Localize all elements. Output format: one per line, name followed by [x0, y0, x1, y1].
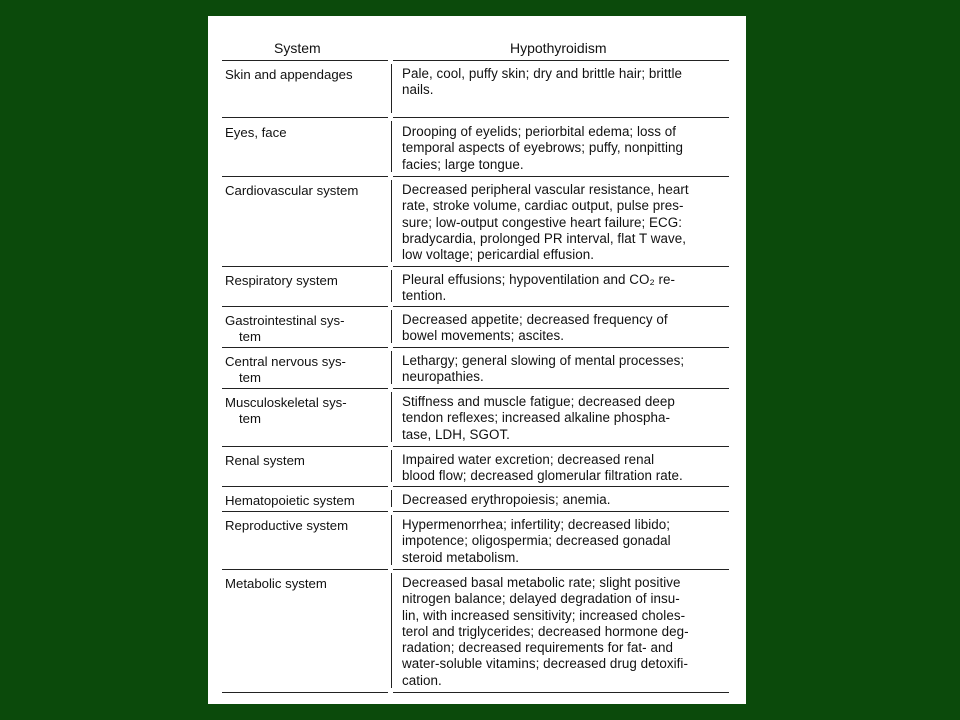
header-system: System: [274, 40, 321, 56]
description-line: impotence; oligospermia; decreased gonadal: [402, 533, 671, 549]
table-rule: [393, 117, 729, 118]
description-line: terol and triglycerides; decreased hormone deg-: [402, 623, 689, 639]
description-line: Hypermenorrhea; infertility; decreased libido;: [402, 517, 671, 532]
table-rule: [393, 388, 729, 389]
column-divider: [391, 180, 392, 262]
system-label-line: Reproductive system: [225, 518, 349, 533]
system-label-line: Respiratory system: [225, 273, 338, 288]
column-divider: [391, 310, 392, 343]
description-line: blood flow; decreased glomerular filtration rate.: [402, 468, 683, 484]
description-line: low voltage; pericardial effusion.: [402, 247, 595, 263]
header-hypothyroidism: Hypothyroidism: [510, 40, 607, 56]
table-rule: [393, 446, 729, 447]
table-rule: [393, 486, 729, 487]
system-label-line: Musculoskeletal sys-: [225, 395, 347, 410]
table-rule: [222, 486, 388, 487]
column-divider: [391, 450, 392, 482]
table-rule: [222, 347, 388, 348]
column-divider: [391, 121, 392, 172]
description-line: bradycardia, prolonged PR interval, flat T wave,: [402, 230, 687, 246]
system-label-line: tem: [239, 411, 261, 426]
column-divider: [391, 515, 392, 565]
description-cell: [402, 353, 732, 386]
table-rule: [393, 306, 729, 307]
system-label-line: Eyes, face: [225, 125, 287, 140]
description-line: Lethargy; general slowing of mental processes;: [402, 353, 685, 368]
table-rule: [393, 347, 729, 348]
table-rule: [222, 388, 388, 389]
description-line: sure; low-output congestive heart failure; ECG:: [402, 214, 682, 230]
table-rule: [393, 692, 729, 693]
table-rule: [222, 306, 388, 307]
description-line: nails.: [402, 82, 434, 98]
column-divider: [391, 573, 392, 688]
table-rule: [222, 692, 388, 693]
description-line: Decreased basal metabolic rate; slight positive: [402, 575, 681, 590]
column-divider: [391, 64, 392, 113]
system-cell: [225, 125, 385, 141]
table-rule: [393, 60, 729, 61]
column-divider: [391, 351, 392, 384]
system-label-line: tem: [239, 329, 261, 344]
description-cell: [402, 452, 732, 485]
system-cell: [225, 493, 385, 509]
description-cell: [402, 182, 732, 263]
table-rule: [222, 511, 388, 512]
system-label-line: Skin and appendages: [225, 67, 353, 82]
description-cell: [402, 492, 732, 508]
table-rule: [222, 446, 388, 447]
column-divider: [391, 490, 392, 507]
description-cell: [402, 517, 732, 566]
description-line: Decreased peripheral vascular resistance, heart: [402, 182, 689, 197]
table-rule: [222, 176, 388, 177]
column-divider: [391, 392, 392, 442]
system-cell: [225, 395, 385, 427]
description-cell: [402, 575, 732, 689]
system-label-line: Cardiovascular system: [225, 183, 359, 198]
system-label-line: Gastrointestinal sys-: [225, 313, 345, 328]
table-rule: [222, 266, 388, 267]
system-cell: [225, 67, 385, 83]
description-line: rate, stroke volume, cardiac output, pulse pres-: [402, 198, 684, 214]
description-line: Decreased erythropoiesis; anemia.: [402, 492, 611, 507]
description-line: Decreased appetite; decreased frequency of: [402, 312, 668, 327]
description-cell: [402, 66, 732, 99]
description-cell: [402, 124, 732, 173]
description-line: facies; large tongue.: [402, 156, 524, 172]
description-line: cation.: [402, 672, 442, 688]
description-line: Pleural effusions; hypoventilation and CO₂ re-: [402, 272, 675, 287]
description-line: lin, with increased sensitivity; increased choles-: [402, 607, 686, 623]
table-rule: [222, 117, 388, 118]
system-cell: [225, 453, 385, 469]
description-line: neuropathies.: [402, 369, 484, 385]
description-cell: [402, 272, 732, 305]
system-label-line: Metabolic system: [225, 576, 327, 591]
system-label-line: Central nervous sys-: [225, 354, 346, 369]
description-line: Pale, cool, puffy skin; dry and brittle hair; brittle: [402, 66, 683, 81]
description-line: temporal aspects of eyebrows; puffy, nonpitting: [402, 140, 683, 156]
description-line: tase, LDH, SGOT.: [402, 426, 510, 442]
table-rule: [222, 60, 388, 61]
description-cell: [402, 312, 732, 345]
description-line: Drooping of eyelids; periorbital edema; loss of: [402, 124, 677, 139]
table-rule: [393, 266, 729, 267]
system-label-line: Hematopoietic system: [225, 493, 355, 508]
system-cell: [225, 313, 385, 345]
system-label-line: Renal system: [225, 453, 305, 468]
system-cell: [225, 183, 385, 199]
description-cell: [402, 394, 732, 443]
description-line: tendon reflexes; increased alkaline phospha-: [402, 410, 670, 426]
description-line: Stiffness and muscle fatigue; decreased deep: [402, 394, 675, 409]
description-line: Impaired water excretion; decreased renal: [402, 452, 655, 467]
system-cell: [225, 518, 385, 534]
description-line: water-soluble vitamins; decreased drug detoxifi-: [402, 656, 688, 672]
description-line: tention.: [402, 288, 447, 304]
system-cell: [225, 354, 385, 386]
description-line: steroid metabolism.: [402, 549, 520, 565]
system-cell: [225, 273, 385, 289]
system-cell: [225, 576, 385, 592]
table-rule: [393, 176, 729, 177]
description-line: nitrogen balance; delayed degradation of insu-: [402, 591, 680, 607]
column-divider: [391, 270, 392, 302]
system-label-line: tem: [239, 370, 261, 385]
description-line: bowel movements; ascites.: [402, 328, 565, 344]
table-rule: [393, 511, 729, 512]
table-rule: [393, 569, 729, 570]
description-line: radation; decreased requirements for fat- and: [402, 640, 673, 656]
table-rule: [222, 569, 388, 570]
